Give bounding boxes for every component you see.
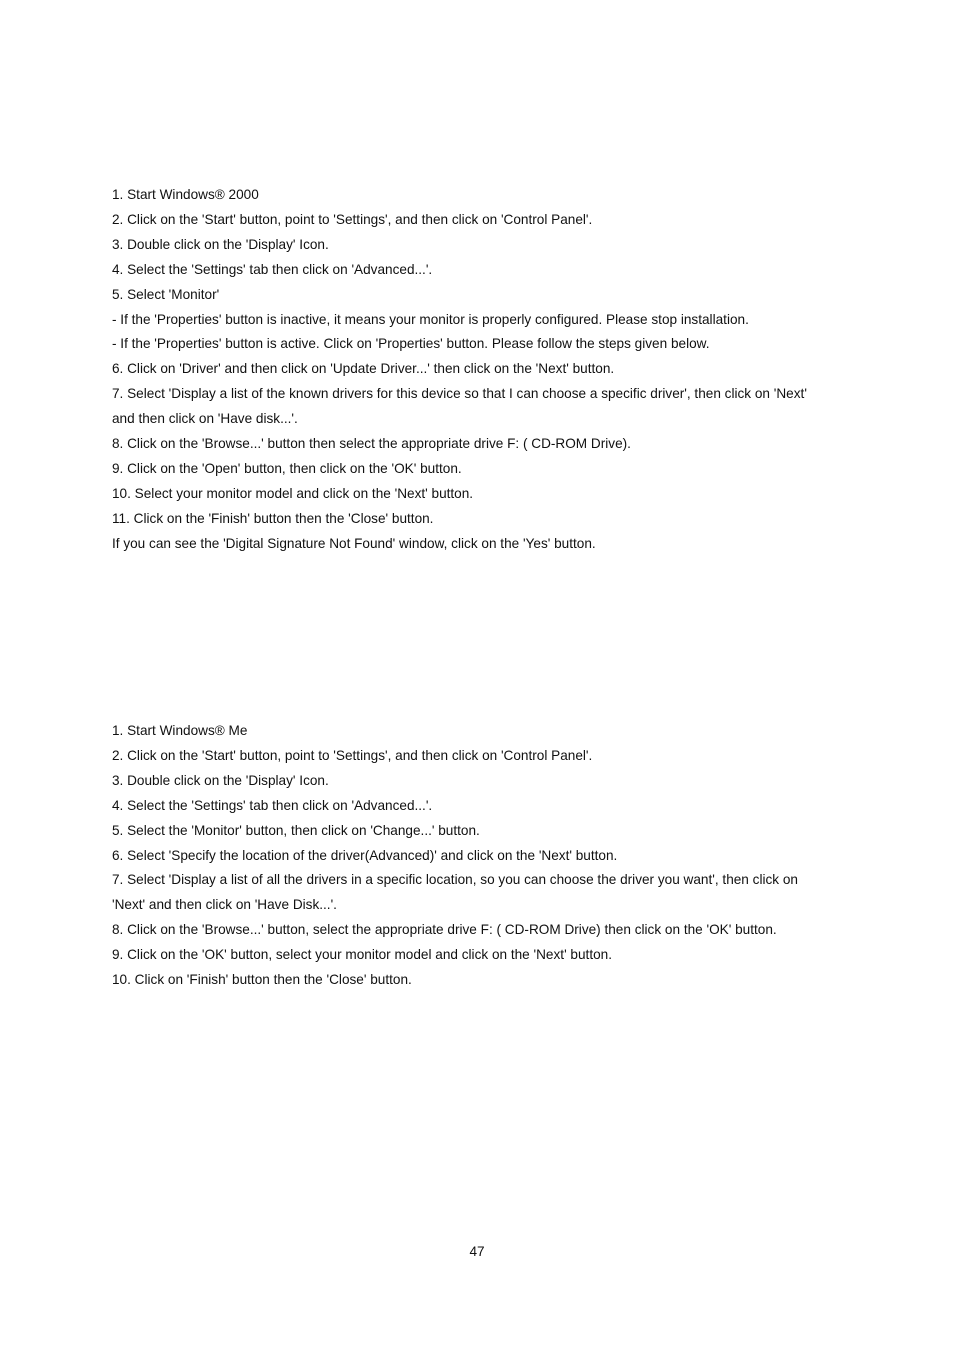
instruction-line: 4. Select the 'Settings' tab then click on 'Advanced...'. [112,797,433,813]
instruction-line: and then click on 'Have disk...'. [112,411,298,427]
instruction-line: 8. Click on the 'Browse...' button then select the appropriate drive F: ( CD-ROM Drive). [112,436,631,452]
instruction-line: 3. Double click on the 'Display' Icon. [112,236,329,252]
page-number: 47 [469,1244,485,1259]
instruction-line: 9. Click on the 'Open' button, then click on the 'OK' button. [112,460,462,476]
instruction-line: 'Next' and then click on 'Have Disk...'. [112,897,337,913]
instruction-line: 4. Select the 'Settings' tab then click on 'Advanced...'. [112,261,433,277]
instruction-line: 9. Click on the 'OK' button, select your monitor model and click on the 'Next' button. [112,947,613,963]
windows-me-instructions [112,719,852,993]
instruction-line: 2. Click on the 'Start' button, point to 'Settings', and then click on 'Control Panel'. [112,211,593,227]
instruction-line: 10. Select your monitor model and click on the 'Next' button. [112,485,474,501]
instruction-line: 10. Click on 'Finish' button then the 'Close' button. [112,972,412,988]
instruction-line: 3. Double click on the 'Display' Icon. [112,772,329,788]
instruction-line: 7. Select 'Display a list of the known drivers for this device so that I can choose a specific driver', then click on 'Next' [112,386,807,402]
windows-2000-instructions [112,183,852,557]
instruction-line: - If the 'Properties' button is inactive, it means your monitor is properly configured. Please stop installation. [112,311,749,327]
instruction-line: 2. Click on the 'Start' button, point to 'Settings', and then click on 'Control Panel'. [112,747,593,763]
instruction-line: 1. Start Windows® Me [112,723,248,738]
instruction-line: 5. Select 'Monitor' [112,286,220,302]
instruction-line: 6. Click on 'Driver' and then click on 'Update Driver...' then click on the 'Next' button. [112,361,615,377]
instruction-line: If you can see the 'Digital Signature Not Found' window, click on the 'Yes' button. [112,535,596,551]
instruction-line: 8. Click on the 'Browse...' button, select the appropriate drive F: ( CD-ROM Drive) then click on the 'OK' button. [112,922,777,938]
instruction-line: - If the 'Properties' button is active. Click on 'Properties' button. Please follow the steps given below. [112,336,710,352]
instruction-line: 5. Select the 'Monitor' button, then click on 'Change...' button. [112,822,480,838]
instruction-line: 11. Click on the 'Finish' button then the 'Close' button. [112,510,434,526]
instruction-line: 1. Start Windows® 2000 [112,187,259,202]
instruction-line: 6. Select 'Specify the location of the driver(Advanced)' and click on the 'Next' button. [112,847,618,863]
instruction-line: 7. Select 'Display a list of all the drivers in a specific location, so you can choose the driver you want', then click on [112,872,798,888]
